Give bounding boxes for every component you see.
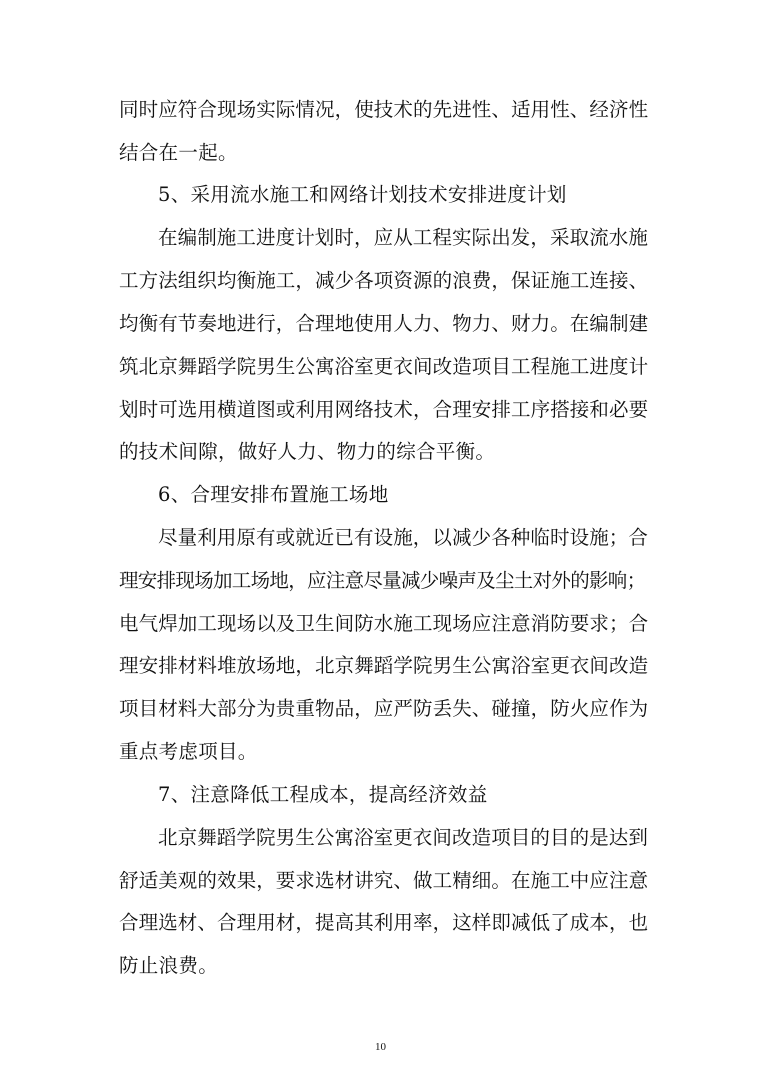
text-line: 在编制施工进度计划时，应从工程实际出发，采取流水施 <box>158 226 649 249</box>
text-line: 合理选材、合理用材，提高其利用率，这样即减低了成本，也 <box>119 911 649 934</box>
section-heading-7: 7、注意降低工程成本，提高经济效益 <box>158 783 488 806</box>
text-line: 筑北京舞蹈学院男生公寓浴室更衣间改造项目工程施工进度计 <box>119 355 649 378</box>
text-line: 舒适美观的效果，要求选材讲究、做工精细。在施工中应注意 <box>119 869 649 892</box>
text-line: 理安排现场加工场地，应注意尽量减少噪声及尘土对外的影响； <box>119 569 646 592</box>
text-line: 均衡有节奏地进行，合理地使用人力、物力、财力。在编制建 <box>119 312 649 335</box>
text-line: 理安排材料堆放场地，北京舞蹈学院男生公寓浴室更衣间改造 <box>119 654 649 677</box>
page-number: 10 <box>375 1041 386 1053</box>
text-line: 北京舞蹈学院男生公寓浴室更衣间改造项目的目的是达到 <box>158 826 649 849</box>
text-line: 项目材料大部分为贵重物品，应严防丢失、碰撞，防火应作为 <box>119 697 649 720</box>
text-line: 尽量利用原有或就近已有设施，以减少各种临时设施；合 <box>158 526 649 549</box>
text-line: 工方法组织均衡施工，减少各项资源的浪费，保证施工连接、 <box>119 269 649 292</box>
text-line: 划时可选用横道图或利用网络技术，合理安排工序搭接和必要 <box>119 398 649 421</box>
section-heading-5: 5、采用流水施工和网络计划技术安排进度计划 <box>158 183 567 206</box>
text-line: 结合在一起。 <box>119 141 238 164</box>
text-line: 电气焊加工现场以及卫生间防水施工现场应注意消防要求；合 <box>119 612 649 635</box>
text-line: 重点考虑项目。 <box>119 740 258 763</box>
text-line: 同时应符合现场实际情况，使技术的先进性、适用性、经济性 <box>119 98 649 121</box>
text-line: 的技术间隙，做好人力、物力的综合平衡。 <box>119 440 496 463</box>
section-heading-6: 6、合理安排布置施工场地 <box>158 483 389 506</box>
text-line: 防止浪费。 <box>119 954 219 977</box>
